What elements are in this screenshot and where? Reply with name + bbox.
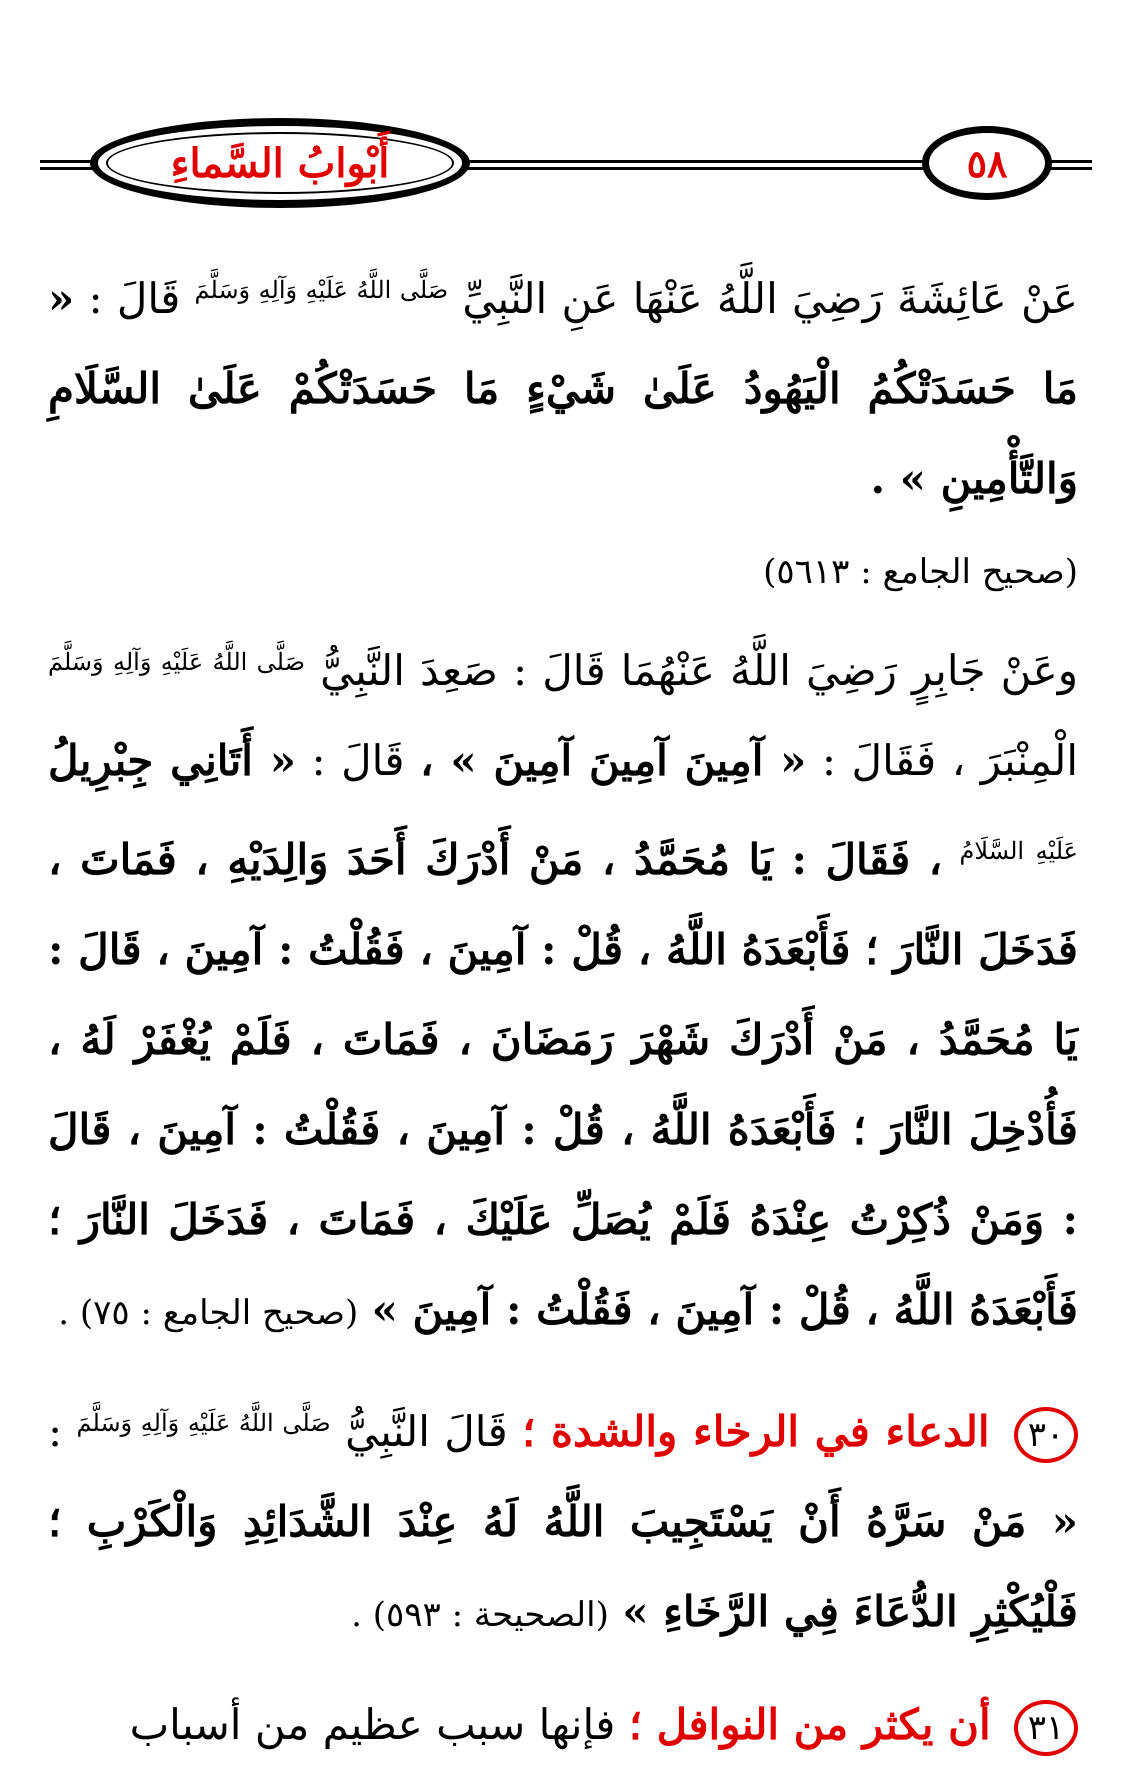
colon: : — [48, 1407, 63, 1456]
hadith-reference: (الصحيحة : ٥٩٣) . — [351, 1595, 609, 1635]
hadith-quote-body: ، فَقَالَ : يَا مُحَمَّدُ ، مَنْ أَدْرَكَ أَحَدَ وَالِدَيْهِ ، فَمَاتَ ، فَدَخَلَ النَّارَ ؛ فَأَبْعَدَهُ اللَّهُ ، قُلْ : آمِينَ ، فَقُلْتُ : آمِينَ ، قَالَ : يَا مُحَمَّدُ ، مَنْ أَدْرَكَ شَهْرَ رَمَضَانَ ، فَمَاتَ ، فَلَمْ يُغْفَرْ لَهُ ، فَأُدْخِلَ النَّارَ ؛ فَأَبْعَدَهُ اللَّهُ ، قُلْ : آمِينَ ، فَقُلْتُ : آمِينَ ، قَالَ : وَمَنْ ذُكِرْتُ عِنْدَهُ فَلَمْ يُصَلِّ عَلَيْكَ ، فَمَاتَ ، فَدَخَلَ النَّارَ ؛ فَأَبْعَدَهُ اللَّهُ ، قُلْ : آمِينَ ، فَقُلْتُ : آمِينَ » — [48, 835, 1078, 1334]
hadith-quote: « مَا حَسَدَتْكُمُ الْيَهُودُ عَلَىٰ شَيْءٍ مَا حَسَدَتْكُمْ عَلَىٰ السَّلَامِ وَالتَّأْمِينِ » . — [48, 274, 1078, 503]
section-number-badge: ٣١ — [1014, 1700, 1078, 1756]
said-label: قَالَ النَّبِيُّ — [345, 1407, 508, 1456]
book-title-frame — [90, 118, 470, 208]
section-heading: الدعاء في الرخاء والشدة ؛ — [522, 1407, 990, 1456]
page-header — [40, 118, 1092, 208]
said-label: قَالَ : — [88, 274, 181, 323]
said-label: قَالَ : — [311, 736, 405, 785]
page-number: ٥٨ — [966, 140, 1008, 186]
section-heading: أن يكثر من النوافل ؛ — [628, 1700, 991, 1749]
section-30 — [48, 1378, 1078, 1660]
section-31 — [48, 1680, 1078, 1770]
hadith-intro-rest: الْمِنْبَرَ ، فَقَالَ : — [821, 736, 1079, 785]
hadith-intro: وعَنْ جَابِرٍ رَضِيَ اللَّهُ عَنْهُمَا قَالَ : صَعِدَ النَّبِيُّ — [320, 646, 1078, 695]
hadith-quote: « مَنْ سَرَّهُ أَنْ يَسْتَجِيبَ اللَّهُ لَهُ عِنْدَ الشَّدَائِدِ وَالْكَرْبِ ؛ فَلْيُكْثِرِ الدُّعَاءَ فِي الرَّخَاءِ » — [48, 1497, 1078, 1636]
page-number-frame — [922, 126, 1052, 200]
amin-quote: « آمِينَ آمِينَ آمِينَ » ، — [420, 736, 807, 785]
honorific: صَلَّى اللَّهُ عَلَيْهِ وَآلِهِ وَسَلَّمَ — [48, 648, 305, 676]
hadith-jabir — [48, 617, 1078, 1358]
hadith-reference: (صحيح الجامع : ٧٥) . — [58, 1293, 359, 1333]
section-number-badge: ٣٠ — [1014, 1407, 1078, 1463]
honorific: صَلَّى اللَّهُ عَلَيْهِ وَآلِهِ وَسَلَّمَ — [76, 1409, 331, 1437]
hadith-intro: عَنْ عَائِشَةَ رَضِيَ اللَّهُ عَنْهَا عَنِ النَّبِيِّ — [462, 274, 1078, 323]
honorific: صَلَّى اللَّهُ عَلَيْهِ وَآلِهِ وَسَلَّمَ — [194, 276, 449, 304]
hadith-aisha — [48, 245, 1078, 617]
hadith-quote-start: « أَتَانِي جِبْرِيلُ — [48, 736, 296, 785]
hadith-reference: (صحيح الجامع : ٥٦١٣) — [763, 552, 1078, 592]
book-title: أَبْوابُ السَّماءِ — [170, 139, 390, 187]
honorific-jibril: عَلَيْهِ السَّلَامُ — [959, 837, 1078, 865]
section-text: فإنها سبب عظيم من أسباب — [129, 1700, 616, 1749]
page-content — [48, 245, 1078, 1770]
